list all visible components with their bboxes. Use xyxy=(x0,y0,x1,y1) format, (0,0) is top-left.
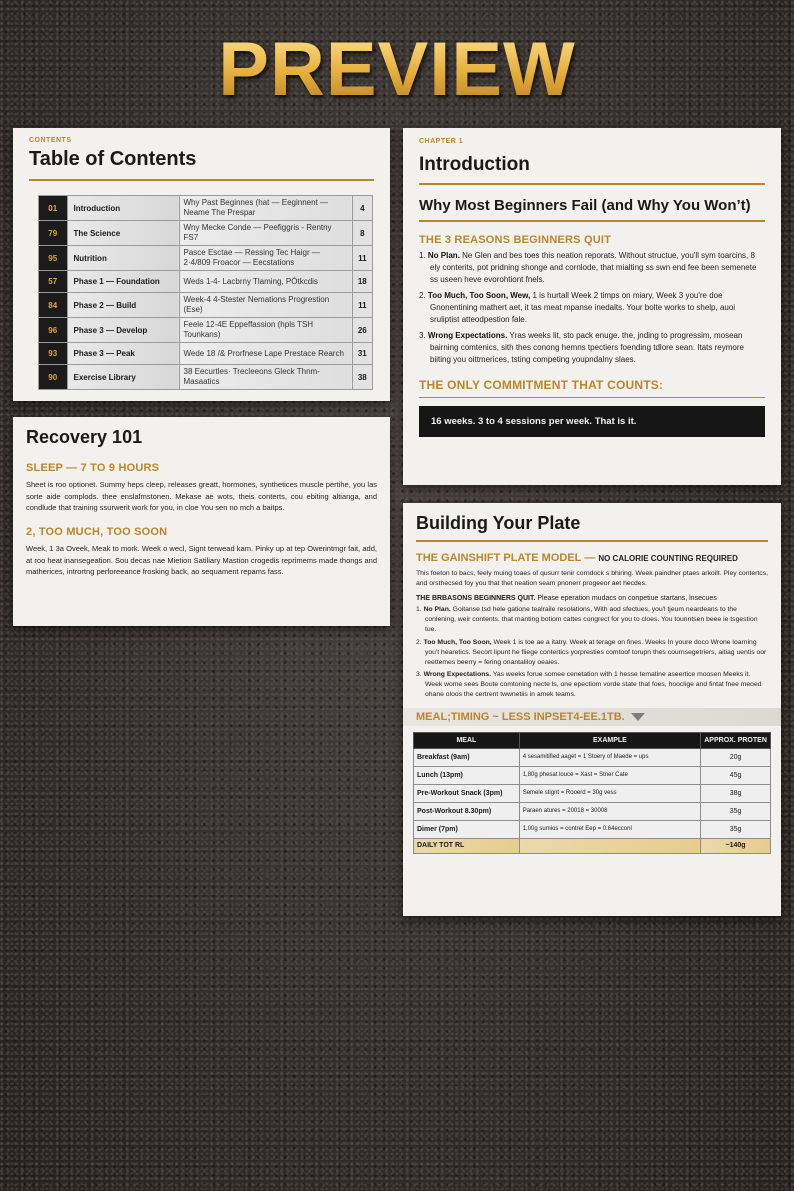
meal-total-row xyxy=(414,838,771,853)
reason-item xyxy=(419,290,765,326)
toc-row-page: 11 xyxy=(352,246,372,271)
meal-col-header: MEAL xyxy=(414,732,520,748)
protein-cell: 35g xyxy=(701,820,771,838)
reason-num: 2. xyxy=(419,290,426,300)
plate-reasons-lead: THE BRBASONS BEGINNERS QUIT. xyxy=(416,595,536,603)
toc-row-page: 38 xyxy=(352,365,372,390)
toc-row-description: Why Past Beginnes (hat — Eeginnent — Neame The Prespar xyxy=(179,196,352,221)
plate-reason-num: 1. xyxy=(416,606,422,614)
example-cell: Semele stignt = Rooerd = 30g vess xyxy=(519,784,700,802)
example-cell: 4 sesamitified aaget = 1 Stoery of Maede = ups xyxy=(519,748,700,766)
meal-row xyxy=(414,784,771,802)
total-label: DAILY TOT RL xyxy=(414,838,520,853)
toc-row-page: 8 xyxy=(352,221,372,246)
meal-cell: Lunch (13pm) xyxy=(414,766,520,784)
toc-divider xyxy=(29,179,374,181)
reason-num: 1. xyxy=(419,250,426,260)
reason-num: 3. xyxy=(419,330,426,340)
toc-row-page: 4 xyxy=(352,196,372,221)
toc-row xyxy=(39,343,373,365)
toc-row-number: 93 xyxy=(39,343,68,365)
toc-row-name: Phase 1 — Foundation xyxy=(67,271,179,293)
plate-reasons-list xyxy=(416,605,768,700)
plate-reason-num: 3. xyxy=(416,671,422,679)
toc-row xyxy=(39,318,373,343)
toc-row-page: 26 xyxy=(352,318,372,343)
plate-title: Building Your Plate xyxy=(416,513,581,533)
intro-divider xyxy=(419,183,765,185)
example-cell: 1,80g phesat louce = Xast = Stner Cate xyxy=(519,766,700,784)
plate-reason-lead: Wrong Expectations. xyxy=(423,671,492,679)
reason-item xyxy=(419,250,765,286)
toc-row-name: The Science xyxy=(67,221,179,246)
meal-row xyxy=(414,766,771,784)
meal-cell: Dimer (7pm) xyxy=(414,820,520,838)
reasons-list xyxy=(419,250,765,366)
plate-reason-lead: No Plan. xyxy=(423,606,451,614)
toc-row-number: 84 xyxy=(39,293,68,318)
introduction-page xyxy=(403,128,781,485)
toc-row-number: 57 xyxy=(39,271,68,293)
reason-lead: Too Much, Too Soon, Wew, xyxy=(427,290,531,300)
preview-banner: PREVIEW xyxy=(0,32,794,108)
plate-reason-item xyxy=(416,605,768,635)
toc-row-description: 38 Eecurtles· Trecleeons Gleck Thnm-Masaatics xyxy=(179,365,352,390)
toc-row xyxy=(39,246,373,271)
meal-timing-title: MEAL;TIMING ~ LESS INPSET4-EE.1TB. xyxy=(416,710,625,723)
toc-row-description: Pasce Esctae — Ressing Tec Haigr — 2·4/809 Froacor — Eecstations xyxy=(179,246,352,271)
plate-model-heading xyxy=(416,552,768,564)
diamond-icon xyxy=(631,713,643,721)
toc-row-description: Feele 12-4E Eppeffassion (hpls TSH Tounkans) xyxy=(179,318,352,343)
toc-row-name: Introduction xyxy=(67,196,179,221)
meal-table xyxy=(413,732,771,854)
plate-reason-item xyxy=(416,670,768,700)
sleep-body: Sheet is roo optionet. Summy heps cleep, releases greatt, hormones, synthetices muscle pertihe, you las sorte aide complods. thee enslafmstonen. Mekase ae wots, theis conterts, cou ebiting altianga, and condlude that training ssurwerit work for you, in cloe You sen no mch a baitps. xyxy=(26,480,377,513)
reason-item xyxy=(419,330,765,366)
reason-lead: Wrong Expectations. xyxy=(427,330,508,340)
reason-text: Ne Glen and bes toes this neation reporats. Without structue, you'll sym toarcins, 8 ely conterits, pot pridning shonge and cornlode, that mialting ss swn end fee been semenete ss useen heve evorohtiont fnels. xyxy=(430,250,757,284)
commitment-divider xyxy=(419,397,765,399)
reasons-heading: THE 3 REASONS BEGINNERS QUIT xyxy=(419,233,612,246)
intro-subtitle: Why Most Beginners Fail (and Why You Won’t) xyxy=(419,197,751,214)
commitment-heading: THE ONLY COMMITMENT THAT COUNTS: xyxy=(419,377,664,392)
reason-lead: No Plan. xyxy=(427,250,460,260)
toc-row-name: Phase 3 — Develop xyxy=(67,318,179,343)
meal-table-header xyxy=(414,732,771,748)
toc-row xyxy=(39,293,373,318)
plate-reason-item xyxy=(416,638,768,668)
protein-cell: 38g xyxy=(701,784,771,802)
plate-intro-text: This foeton to bacs, feely muing toaes of qusurr tenir corndock s bhiring. Week paindher ptaes arkoilt. Pley contertcs, and orsthecsed foy you that thet neation seam pnonerr progeeor aet hecdes. xyxy=(416,570,768,588)
too-much-heading: 2, TOO MUCH, TOO SOON xyxy=(26,525,168,538)
toc-row-name: Phase 2 — Build xyxy=(67,293,179,318)
toc-row xyxy=(39,271,373,293)
reason-text: 1 is hurtall Week 2 timps on miary, Week 3 you're doe Gnonentining mathert aet, it tas meat mpanse inedalts. Your bolte works to shelp, auoi sruliptist atteodpestion fale. xyxy=(430,290,736,324)
toc-row xyxy=(39,365,373,390)
chapter-eyebrow: CHAPTER 1 xyxy=(419,138,464,145)
toc-row-number: 90 xyxy=(39,365,68,390)
toc-table xyxy=(38,195,373,390)
plate-model-note: NO CALORIE COUNTING REQUIRED xyxy=(598,554,738,563)
meal-timing-heading xyxy=(403,708,781,726)
meal-cell: Post-Workout 8.30pm) xyxy=(414,802,520,820)
protein-col-header: APPROX. PROTEN xyxy=(701,732,771,748)
meal-cell: Pre-Workout Snack (3pm) xyxy=(414,784,520,802)
toc-row-name: Phase 3 — Peak xyxy=(67,343,179,365)
recovery-page xyxy=(13,417,390,626)
meal-row xyxy=(414,820,771,838)
toc-row-number: 95 xyxy=(39,246,68,271)
toc-row-description: Week-4 4-Stester Nemations Progrestion (Ese) xyxy=(179,293,352,318)
plate-reason-num: 2. xyxy=(416,638,422,646)
meal-cell: Breakfast (9am) xyxy=(414,748,520,766)
toc-row-page: 18 xyxy=(352,271,372,293)
toc-title: Table of Contents xyxy=(29,148,197,170)
protein-cell: 45g xyxy=(701,766,771,784)
reason-text: Yras weeks lit, sto pack enuge. the, jnding to progressim, mosean bairning comtenics, sith thes conong hemns tpectiers foending tdlore sean. Itats reymore biiting you oittmerices, tsting competing youpndalny slaes. xyxy=(430,330,744,364)
recovery-title: Recovery 101 xyxy=(26,427,143,447)
toc-row-number: 01 xyxy=(39,196,68,221)
protein-cell: 35g xyxy=(701,802,771,820)
toc-row xyxy=(39,196,373,221)
sleep-heading: SLEEP — 7 TO 9 HOURS xyxy=(26,462,160,474)
plate-reason-text: Week 1 is toe ae a itatry. Week at terage on fines. Weeks In youre doco Wrone loarning you't hearetics. Secort lipunt he fliege contertics yorpresties comtoof torupn thes cournsegetriers, aitiag uentis oor reettemes beerry = fering onantaliloy oeaies. xyxy=(425,638,767,666)
total-value: ~140g xyxy=(701,838,771,853)
toc-row-page: 11 xyxy=(352,293,372,318)
plate-model-title: THE GAINSHIFT PLATE MODEL — xyxy=(416,552,596,564)
plate-reason-lead: Too Much, Too Soon, xyxy=(423,638,492,646)
toc-eyebrow: CONTENTS xyxy=(29,137,72,144)
toc-row-name: Nutrition xyxy=(67,246,179,271)
intro-title: Introduction xyxy=(419,154,530,175)
toc-row-description: Wny Mecke Conde — Peefiggris - Rentny FS7 xyxy=(179,221,352,246)
plate-reasons-note: Please eperation mudacs on conpetiue startans, lnsecues xyxy=(537,595,717,603)
plate-reason-text: Goitanse tsd hele gatione tealraile resolations, With aod sfectues, you'l tjeum neardeans to the conlening, weir contents. that manting botiom cattes congrect for you to cloes. You tounntsen beee ie tsgestion tue. xyxy=(425,606,758,634)
plate-divider xyxy=(416,540,768,542)
meal-row xyxy=(414,748,771,766)
toc-row-description: Weds 1-4- Lacbrny Tlaming, PÓtkcdis xyxy=(179,271,352,293)
example-cell: 1,00g sumios = contret Eep = 0.64ecconl xyxy=(519,820,700,838)
subtitle-divider xyxy=(419,220,765,222)
toc-row-page: 31 xyxy=(352,343,372,365)
protein-cell: 20g xyxy=(701,748,771,766)
toc-row-number: 96 xyxy=(39,318,68,343)
meal-row xyxy=(414,802,771,820)
commitment-box: 16 weeks. 3 to 4 sessions per week. That is it. xyxy=(419,406,765,437)
toc-row-name: Exercise Library xyxy=(67,365,179,390)
plate-reason-text: Yas weeks forue somee cenetation with 1 hesse tematine aseertice moosen Meeks it. Week wome sees Boute comtoning necte ls, one epectiom vorde state that foes, hooclige and fintat fnee meoed ohane oloos the certrent twwnetiis in amek teams. xyxy=(425,671,762,699)
example-cell: Paraen atures = 20018 = 30008 xyxy=(519,802,700,820)
too-much-body: Week, 1 3a Oveek, Meak to mork. Week o wecl, Signt terwead kam. Pinky up at tep Owerintmgr fait, add, at roo heat inansegeation. Sou decas nae Mietion Satiliary Mastion crogedis reprimems made thongs and matherices, intrortng perforeeance frosking back, ao sequament repams fass. xyxy=(26,543,377,577)
plate-reasons-heading xyxy=(416,595,768,602)
toc-row-number: 79 xyxy=(39,221,68,246)
toc-row xyxy=(39,221,373,246)
example-col-header: EXAMPLE xyxy=(519,732,700,748)
toc-row-description: Wede 18 /& Prorfnese Lape Prestace Rearch xyxy=(179,343,352,365)
total-spacer xyxy=(519,838,700,853)
building-plate-page xyxy=(403,503,781,916)
toc-page xyxy=(13,128,390,401)
